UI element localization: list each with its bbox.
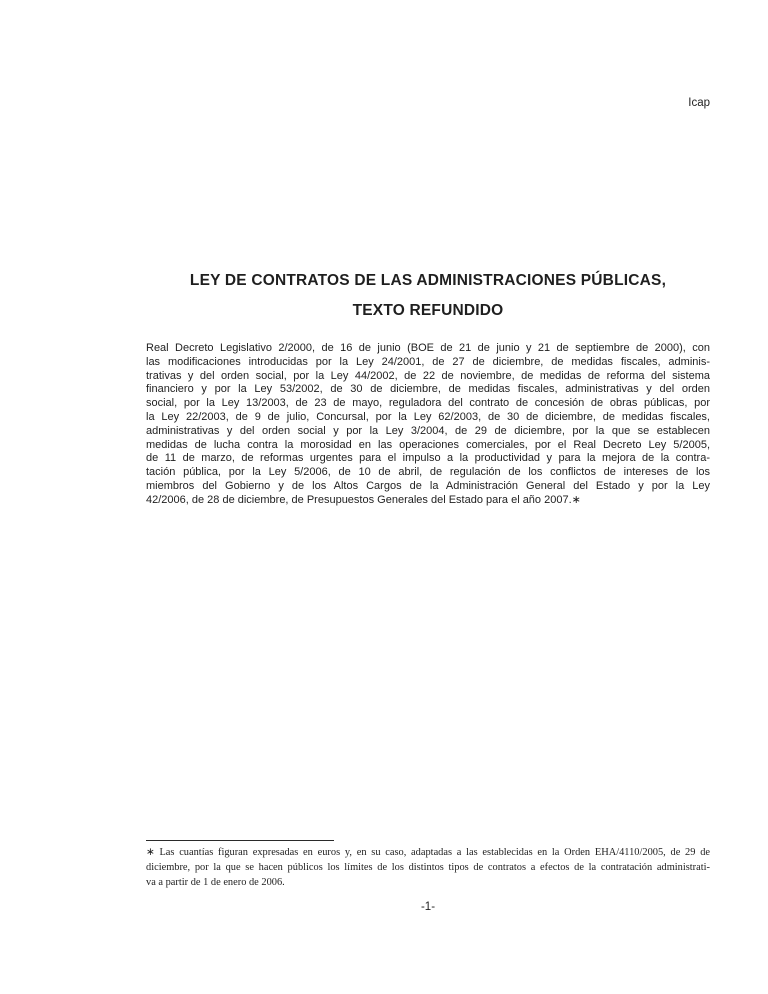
footnote-line: ∗ Las cuantías figuran expresadas en euros y, en su caso, adaptadas a las establecidas en la Orden EHA/4110/2005, de 29 de xyxy=(146,847,710,858)
page-number: -1- xyxy=(420,901,436,913)
body-line: tación pública, por la Ley 5/2006, de 10 de abril, de regulación de los conflictos de intereses de los xyxy=(146,466,710,479)
body-line: financiero y por la Ley 53/2002, de 30 de diciembre, de medidas fiscales, administrativas y del orden xyxy=(146,383,710,396)
body-line: las modificaciones introducidas por la Ley 24/2001, de 27 de diciembre, de medidas fiscales, adminis- xyxy=(146,355,710,368)
body-line: trativas y del orden social, por la Ley 44/2002, de 22 de noviembre, de medidas de reforma del sistema xyxy=(146,369,710,382)
header-label: Icap xyxy=(688,97,710,109)
body-line: medidas de lucha contra la morosidad en las operaciones comerciales, por el Real Decreto Ley 5/2005, xyxy=(146,438,710,451)
footnote-line: diciembre, por la que se hacen públicos los límites de los distintos tipos de contratos a efectos de la contratación administrati- xyxy=(146,861,710,873)
body-line: social, por la Ley 13/2003, de 23 de mayo, reguladora del contrato de concesión de obras públicas, por xyxy=(146,397,710,410)
footnote-separator xyxy=(146,840,334,841)
body-line: Real Decreto Legislativo 2/2000, de 16 de junio (BOE de 21 de junio y 21 de septiembre de 2000), con xyxy=(146,342,710,354)
document-title xyxy=(146,266,710,326)
title-line-2: TEXTO REFUNDIDO xyxy=(352,302,504,319)
footnote-line: va a partir de 1 de enero de 2006. xyxy=(146,876,285,888)
body-line: de 11 de marzo, de reformas urgentes para el impulso a la productividad y para la mejora de la contra- xyxy=(146,452,710,465)
body-paragraph xyxy=(146,342,710,508)
body-line: miembros del Gobierno y de los Altos Cargos de la Administración General del Estado y por la Ley xyxy=(146,479,710,492)
body-line: administrativas y del orden social y por la Ley 3/2004, de 29 de diciembre, por la que se establecen xyxy=(146,424,710,437)
title-line-1: LEY DE CONTRATOS DE LAS ADMINISTRACIONES PÚBLICAS, xyxy=(189,272,667,289)
body-line: 42/2006, de 28 de diciembre, de Presupuestos Generales del Estado para el año 2007.∗ xyxy=(146,493,581,506)
body-line: la Ley 22/2003, de 9 de julio, Concursal, por la Ley 62/2003, de 30 de diciembre, de medidas fiscales, xyxy=(146,410,710,423)
footnote xyxy=(146,846,710,890)
